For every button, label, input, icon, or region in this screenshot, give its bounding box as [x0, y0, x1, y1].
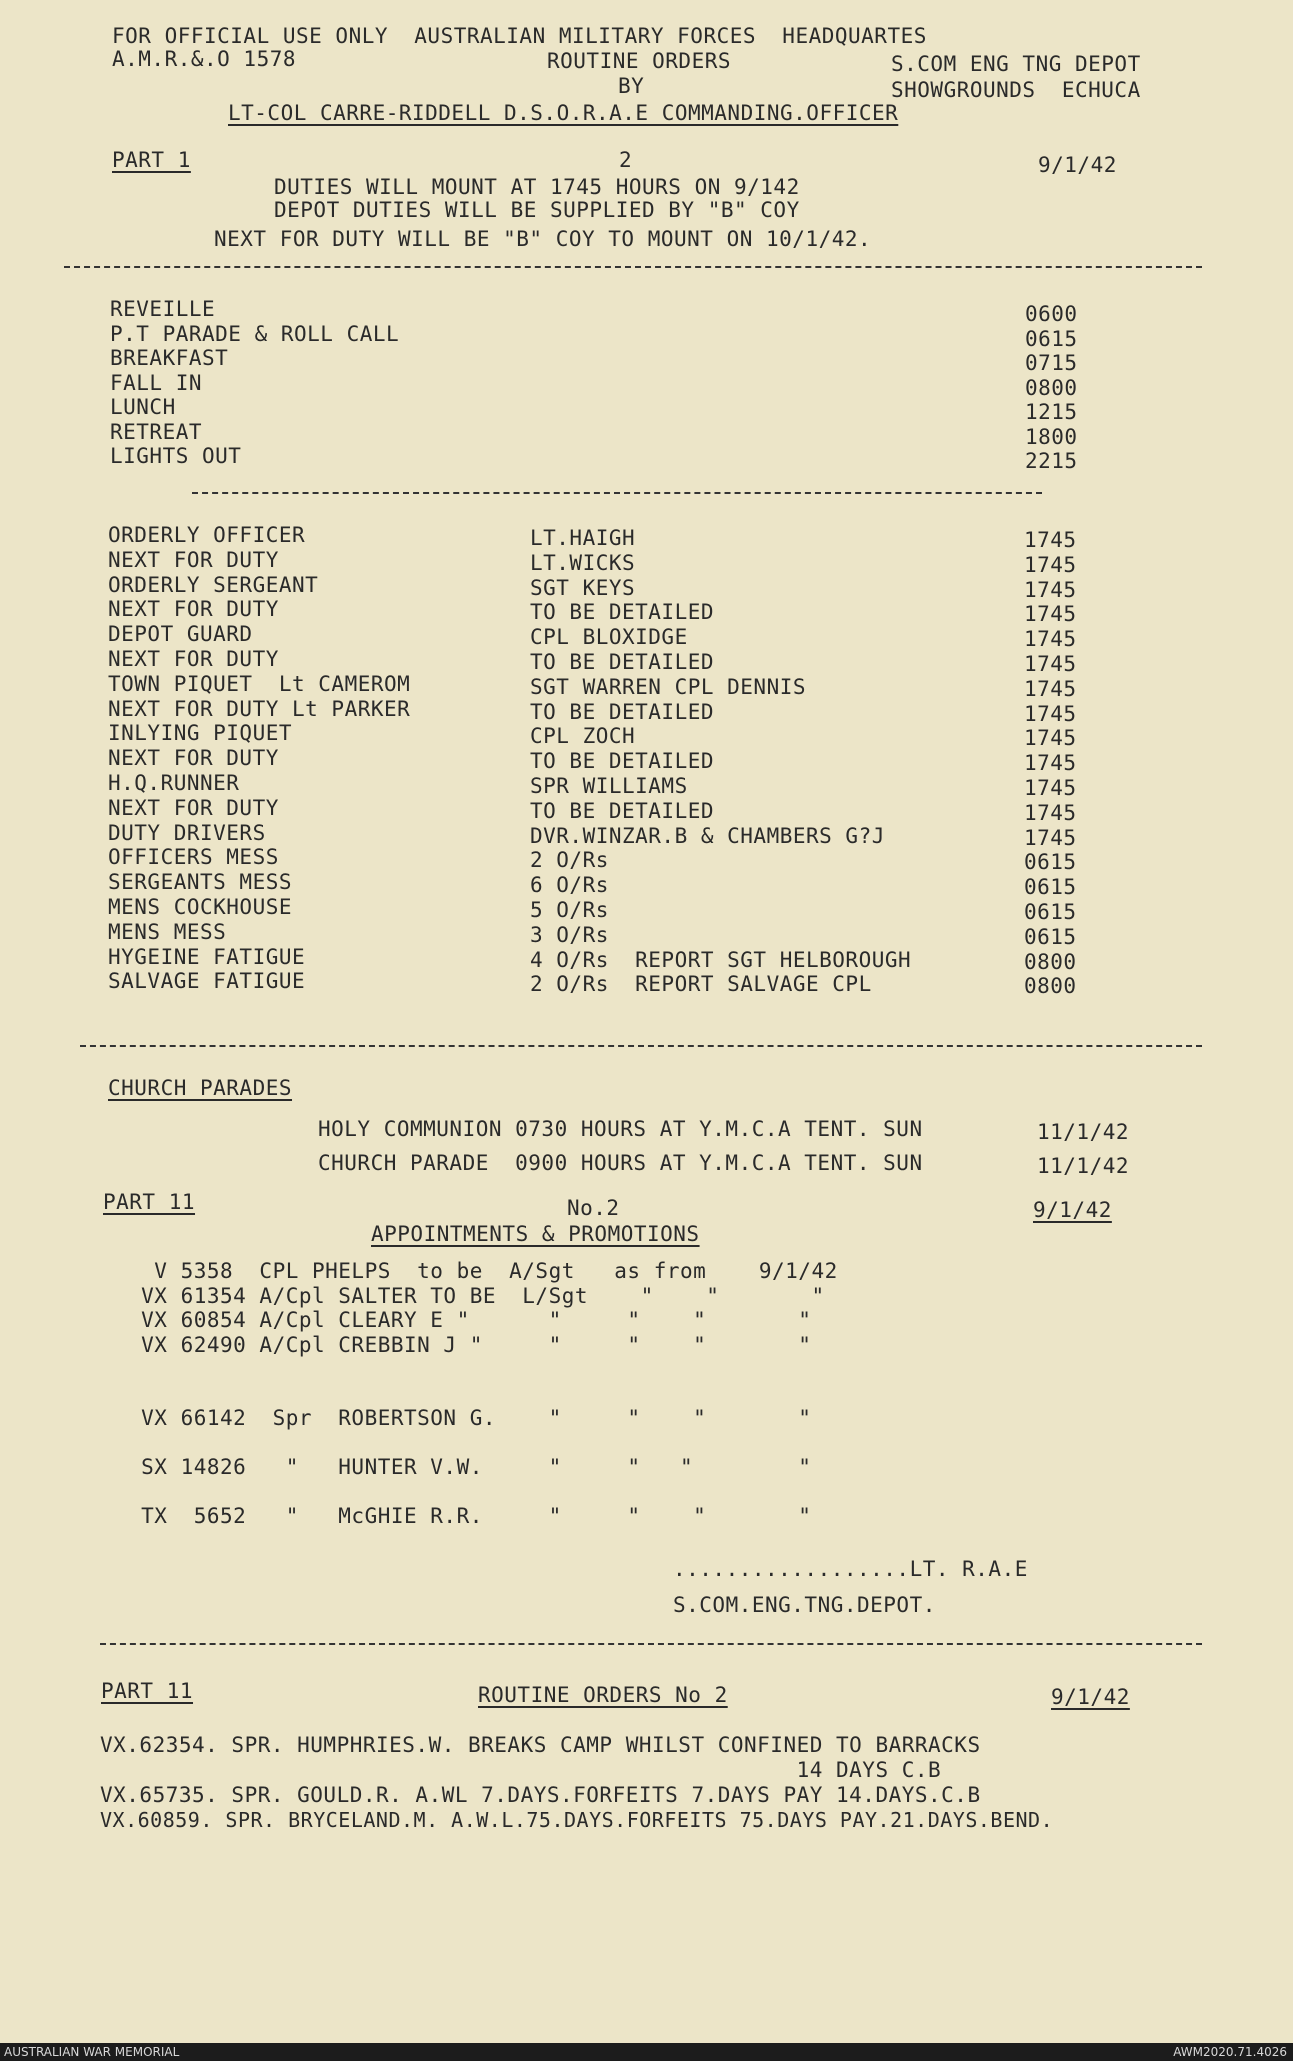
roster-duty: NEXT FOR DUTY Lt PARKER	[108, 696, 411, 721]
schedule-item-time: 0600	[1025, 302, 1078, 326]
part2b-heading: ROUTINE ORDERS No 2	[478, 1683, 728, 1707]
roster-assignee: TO BE DETAILED	[530, 749, 715, 774]
roster-duty: NEXT FOR DUTY	[108, 597, 279, 622]
schedule-item-name: FALL IN	[110, 370, 203, 395]
appointments-heading: APPOINTMENTS & PROMOTIONS	[371, 1222, 700, 1246]
roster-assignee: 2 O/Rs	[530, 848, 609, 873]
roster-duty: NEXT FOR DUTY	[108, 547, 279, 572]
appointment-row: V 5358 CPL PHELPS to be A/Sgt as from 9/1/42	[128, 1259, 838, 1283]
part1-number: 2	[619, 148, 633, 172]
roster-time: 1745	[1024, 602, 1077, 627]
roster-duty: OFFICERS MESS	[108, 845, 279, 870]
roster-time: 0800	[1024, 949, 1077, 974]
schedule-item-name: REVEILLE	[110, 297, 216, 321]
order-line-4: VX.60859. SPR. BRYCELAND.M. A.W.L.75.DAYS.FORFEITS 75.DAYS PAY.21.DAYS.BEND.	[100, 1808, 1054, 1832]
church-date-2: 11/1/42	[1037, 1154, 1130, 1178]
roster-assignee: SPR WILLIAMS	[530, 774, 688, 798]
part2-label: PART 11	[103, 1190, 196, 1214]
roster-assignee: TO BE DETAILED	[530, 798, 715, 823]
appointment-row: VX 61354 A/Cpl SALTER TO BE L/Sgt " " "	[128, 1283, 825, 1308]
roster-assignee: LT.WICKS	[530, 550, 636, 575]
official-use-line: FOR OFFICIAL USE ONLY AUSTRALIAN MILITARY FORCES HEADQUARTES	[112, 24, 927, 48]
roster-time: 1745	[1024, 676, 1077, 701]
document-title: ROUTINE ORDERS	[547, 49, 732, 73]
amr-reference: A.M.R.&.O 1578	[112, 47, 297, 71]
roster-duty: HYGEINE FATIGUE	[108, 944, 306, 969]
duties-line-1: DUTIES WILL MOUNT AT 1745 HOURS ON 9/142	[274, 175, 800, 199]
roster-time: 1745	[1024, 627, 1077, 652]
schedule-item-name: BREAKFAST	[110, 346, 229, 370]
part2b-label: PART 11	[101, 1679, 194, 1703]
roster-time: 1745	[1024, 800, 1077, 825]
order-line-3: VX.65735. SPR. GOULD.R. A.WL 7.DAYS.FORFEITS 7.DAYS PAY 14.DAYS.C.B	[100, 1783, 981, 1807]
roster-time: 1745	[1024, 552, 1077, 577]
appointment-row: SX 14826 " HUNTER V.W. " " " "	[128, 1455, 812, 1479]
hq-line-2: SHOWGROUNDS ECHUCA	[891, 78, 1141, 102]
schedule-item-time: 0615	[1025, 326, 1078, 351]
hq-line-1: S.COM ENG TNG DEPOT	[891, 52, 1141, 76]
roster-duty: TOWN PIQUET Lt CAMEROM	[108, 671, 411, 696]
roster-time: 1745	[1024, 577, 1077, 602]
appointment-row: VX 66142 Spr ROBERTSON G. " " " "	[128, 1406, 812, 1430]
schedule-item-name: LUNCH	[110, 395, 176, 419]
roster-time: 1745	[1024, 726, 1077, 751]
roster-time: 0800	[1024, 974, 1077, 999]
roster-time: 0615	[1024, 924, 1077, 949]
divider	[80, 1045, 1202, 1047]
part2-date: 9/1/42	[1033, 1198, 1112, 1222]
order-line-2: 14 DAYS C.B	[100, 1758, 942, 1782]
divider	[192, 492, 1042, 494]
appointment-row: TX 5652 " McGHIE R.R. " " " "	[128, 1504, 812, 1528]
roster-assignee: TO BE DETAILED	[530, 600, 715, 625]
footer-accession: AWM2020.71.4026	[1173, 2045, 1287, 2059]
schedule-item-time: 1800	[1025, 424, 1078, 449]
schedule-item-name: P.T PARADE & ROLL CALL	[110, 321, 400, 346]
roster-duty: INLYING PIQUET	[108, 721, 293, 746]
roster-duty: SERGEANTS MESS	[108, 870, 293, 895]
divider	[100, 1643, 1202, 1645]
roster-assignee: 5 O/Rs	[530, 898, 609, 922]
church-date-1: 11/1/42	[1037, 1120, 1130, 1144]
roster-time: 0615	[1024, 875, 1077, 900]
archive-footer	[0, 2043, 1293, 2061]
roster-assignee: SGT WARREN CPL DENNIS	[530, 674, 807, 699]
roster-duty: DEPOT GUARD	[108, 622, 253, 647]
roster-assignee: TO BE DETAILED	[530, 650, 715, 674]
divider	[64, 266, 1202, 268]
schedule-item-time: 2215	[1025, 449, 1078, 473]
roster-duty: ORDERLY SERGEANT	[108, 572, 319, 597]
roster-duty: NEXT FOR DUTY	[108, 647, 279, 671]
roster-assignee: 3 O/Rs	[530, 922, 609, 947]
roster-time: 1745	[1024, 751, 1077, 776]
part1-date: 9/1/42	[1038, 153, 1117, 177]
roster-assignee: DVR.WINZAR.B & CHAMBERS G?J	[530, 823, 885, 848]
roster-duty: H.Q.RUNNER	[108, 771, 240, 795]
roster-duty: MENS MESS	[108, 919, 227, 944]
schedule-item-name: LIGHTS OUT	[110, 444, 242, 468]
schedule-item-time: 0715	[1025, 351, 1078, 375]
order-line-1: VX.62354. SPR. HUMPHRIES.W. BREAKS CAMP WHILST CONFINED TO BARRACKS	[100, 1733, 981, 1757]
roster-time: 1745	[1024, 528, 1077, 552]
schedule-item-time: 1215	[1025, 400, 1078, 424]
roster-assignee: LT.HAIGH	[530, 526, 636, 550]
roster-duty: DUTY DRIVERS	[108, 820, 266, 845]
signature-unit: S.COM.ENG.TNG.DEPOT.	[673, 1593, 936, 1617]
church-line-1: HOLY COMMUNION 0730 HOURS AT Y.M.C.A TENT. SUN	[318, 1117, 923, 1141]
roster-duty: ORDERLY OFFICER	[108, 523, 306, 547]
part2b-date: 9/1/42	[1051, 1685, 1130, 1709]
roster-time: 1745	[1024, 701, 1077, 726]
signature-line: ..................LT. R.A.E	[673, 1557, 1028, 1581]
roster-duty: MENS COCKHOUSE	[108, 895, 293, 919]
roster-time: 0615	[1024, 900, 1077, 924]
commanding-officer-line: LT-COL CARRE-RIDDELL D.S.O.R.A.E COMMANDING.OFFICER	[228, 101, 899, 125]
duties-line-2: DEPOT DUTIES WILL BE SUPPLIED BY "B" COY	[274, 198, 800, 222]
part2-number: No.2	[567, 1196, 620, 1220]
duties-line-3: NEXT FOR DUTY WILL BE "B" COY TO MOUNT ON 10/1/42.	[214, 227, 872, 251]
footer-institution: AUSTRALIAN WAR MEMORIAL	[4, 2045, 180, 2059]
roster-assignee: 2 O/Rs REPORT SALVAGE CPL	[530, 972, 872, 997]
roster-assignee: SGT KEYS	[530, 575, 636, 600]
appointment-row: VX 62490 A/Cpl CREBBIN J " " " " "	[128, 1332, 812, 1357]
roster-assignee: CPL ZOCH	[530, 724, 636, 749]
schedule-item-time: 0800	[1025, 375, 1078, 400]
schedule-item-name: RETREAT	[110, 419, 203, 444]
roster-duty: SALVAGE FATIGUE	[108, 969, 306, 994]
church-heading: CHURCH PARADES	[108, 1076, 293, 1100]
church-line-2: CHURCH PARADE 0900 HOURS AT Y.M.C.A TENT. SUN	[318, 1151, 923, 1175]
roster-time: 1745	[1024, 776, 1077, 800]
roster-duty: NEXT FOR DUTY	[108, 746, 279, 771]
roster-assignee: 6 O/Rs	[530, 873, 609, 898]
part1-label: PART 1	[112, 148, 191, 172]
roster-time: 1745	[1024, 652, 1077, 676]
roster-assignee: TO BE DETAILED	[530, 699, 715, 724]
roster-assignee: CPL BLOXIDGE	[530, 625, 688, 650]
roster-time: 0615	[1024, 850, 1077, 875]
appointment-row: VX 60854 A/Cpl CLEARY E " " " " "	[128, 1308, 812, 1332]
roster-time: 1745	[1024, 825, 1077, 850]
by-label: BY	[618, 74, 645, 98]
roster-duty: NEXT FOR DUTY	[108, 795, 279, 820]
roster-assignee: 4 O/Rs REPORT SGT HELBOROUGH	[530, 947, 912, 972]
